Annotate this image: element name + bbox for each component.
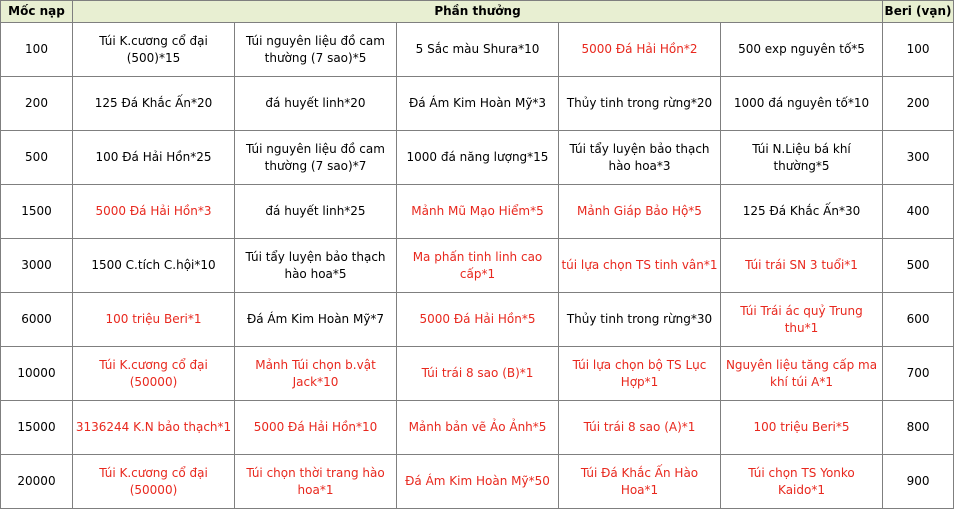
reward-cell: Đá Ám Kim Hoàn Mỹ*50 (397, 455, 559, 509)
reward-cell: Túi K.cương cổ đại (50000) (73, 455, 235, 509)
reward-cell: Túi trái 8 sao (A)*1 (559, 401, 721, 455)
beri-cell: 300 (883, 131, 954, 185)
table-row (1, 293, 954, 347)
reward-cell: Túi lựa chọn bộ TS Lục Hợp*1 (559, 347, 721, 401)
milestone-cell: 200 (1, 77, 73, 131)
table-body (1, 23, 954, 509)
beri-cell: 900 (883, 455, 954, 509)
reward-cell: 1000 đá năng lượng*15 (397, 131, 559, 185)
reward-cell: 5000 Đá Hải Hồn*3 (73, 185, 235, 239)
reward-cell: 5 Sắc màu Shura*10 (397, 23, 559, 77)
milestone-cell: 100 (1, 23, 73, 77)
milestone-cell: 500 (1, 131, 73, 185)
reward-cell: 125 Đá Khắc Ấn*20 (73, 77, 235, 131)
reward-cell: 5000 Đá Hải Hồn*2 (559, 23, 721, 77)
milestone-cell: 1500 (1, 185, 73, 239)
table-row (1, 239, 954, 293)
milestone-cell: 10000 (1, 347, 73, 401)
table-row (1, 23, 954, 77)
beri-cell: 800 (883, 401, 954, 455)
reward-cell: Túi trái SN 3 tuổi*1 (721, 239, 883, 293)
table-row (1, 347, 954, 401)
reward-cell: Mảnh bản vẽ Ảo Ảnh*5 (397, 401, 559, 455)
reward-cell: đá huyết linh*20 (235, 77, 397, 131)
beri-cell: 200 (883, 77, 954, 131)
reward-cell: Túi chọn thời trang hào hoa*1 (235, 455, 397, 509)
table-row (1, 455, 954, 509)
table-row (1, 401, 954, 455)
beri-cell: 500 (883, 239, 954, 293)
reward-cell: Thủy tinh trong rừng*20 (559, 77, 721, 131)
reward-cell: Đá Ám Kim Hoàn Mỹ*7 (235, 293, 397, 347)
reward-cell: Túi Đá Khắc Ấn Hào Hoa*1 (559, 455, 721, 509)
reward-cell: Ma phấn tinh linh cao cấp*1 (397, 239, 559, 293)
reward-cell: Túi K.cương cổ đại (500)*15 (73, 23, 235, 77)
reward-cell: túi lựa chọn TS tinh vân*1 (559, 239, 721, 293)
reward-cell: 100 triệu Beri*5 (721, 401, 883, 455)
reward-cell: Túi nguyên liệu đồ cam thường (7 sao)*5 (235, 23, 397, 77)
header-rewards: Phần thưởng (73, 1, 883, 23)
reward-cell: Túi K.cương cổ đại (50000) (73, 347, 235, 401)
beri-cell: 600 (883, 293, 954, 347)
reward-cell: 125 Đá Khắc Ấn*30 (721, 185, 883, 239)
reward-cell: 1000 đá nguyên tố*10 (721, 77, 883, 131)
beri-cell: 700 (883, 347, 954, 401)
reward-cell: Túi trái 8 sao (B)*1 (397, 347, 559, 401)
milestone-cell: 3000 (1, 239, 73, 293)
beri-cell: 400 (883, 185, 954, 239)
reward-cell: 5000 Đá Hải Hồn*10 (235, 401, 397, 455)
milestone-cell: 15000 (1, 401, 73, 455)
reward-cell: Túi nguyên liệu đồ cam thường (7 sao)*7 (235, 131, 397, 185)
table-row (1, 185, 954, 239)
header-milestone: Mốc nạp (1, 1, 73, 23)
reward-cell: Túi Trái ác quỷ Trung thu*1 (721, 293, 883, 347)
header-row (1, 1, 954, 23)
reward-cell: Túi tẩy luyện bảo thạch hào hoa*5 (235, 239, 397, 293)
reward-cell: 1500 C.tích C.hội*10 (73, 239, 235, 293)
table-row (1, 131, 954, 185)
reward-cell: 100 Đá Hải Hồn*25 (73, 131, 235, 185)
reward-cell: Mảnh Mũ Mạo Hiểm*5 (397, 185, 559, 239)
reward-cell: Túi tẩy luyện bảo thạch hào hoa*3 (559, 131, 721, 185)
reward-cell: Túi chọn TS Yonko Kaido*1 (721, 455, 883, 509)
reward-cell: Đá Ám Kim Hoàn Mỹ*3 (397, 77, 559, 131)
header-beri: Beri (vạn) (883, 1, 954, 23)
beri-cell: 100 (883, 23, 954, 77)
reward-cell: Túi N.Liệu bá khí thường*5 (721, 131, 883, 185)
reward-cell: Mảnh Giáp Bảo Hộ*5 (559, 185, 721, 239)
reward-cell: 500 exp nguyên tố*5 (721, 23, 883, 77)
milestone-cell: 6000 (1, 293, 73, 347)
table-row (1, 77, 954, 131)
reward-cell: 5000 Đá Hải Hồn*5 (397, 293, 559, 347)
reward-cell: đá huyết linh*25 (235, 185, 397, 239)
milestone-cell: 20000 (1, 455, 73, 509)
reward-cell: Thủy tinh trong rừng*30 (559, 293, 721, 347)
reward-cell: 100 triệu Beri*1 (73, 293, 235, 347)
reward-cell: Nguyên liệu tăng cấp ma khí túi A*1 (721, 347, 883, 401)
reward-cell: 3136244 K.N bảo thạch*1 (73, 401, 235, 455)
reward-cell: Mảnh Túi chọn b.vật Jack*10 (235, 347, 397, 401)
